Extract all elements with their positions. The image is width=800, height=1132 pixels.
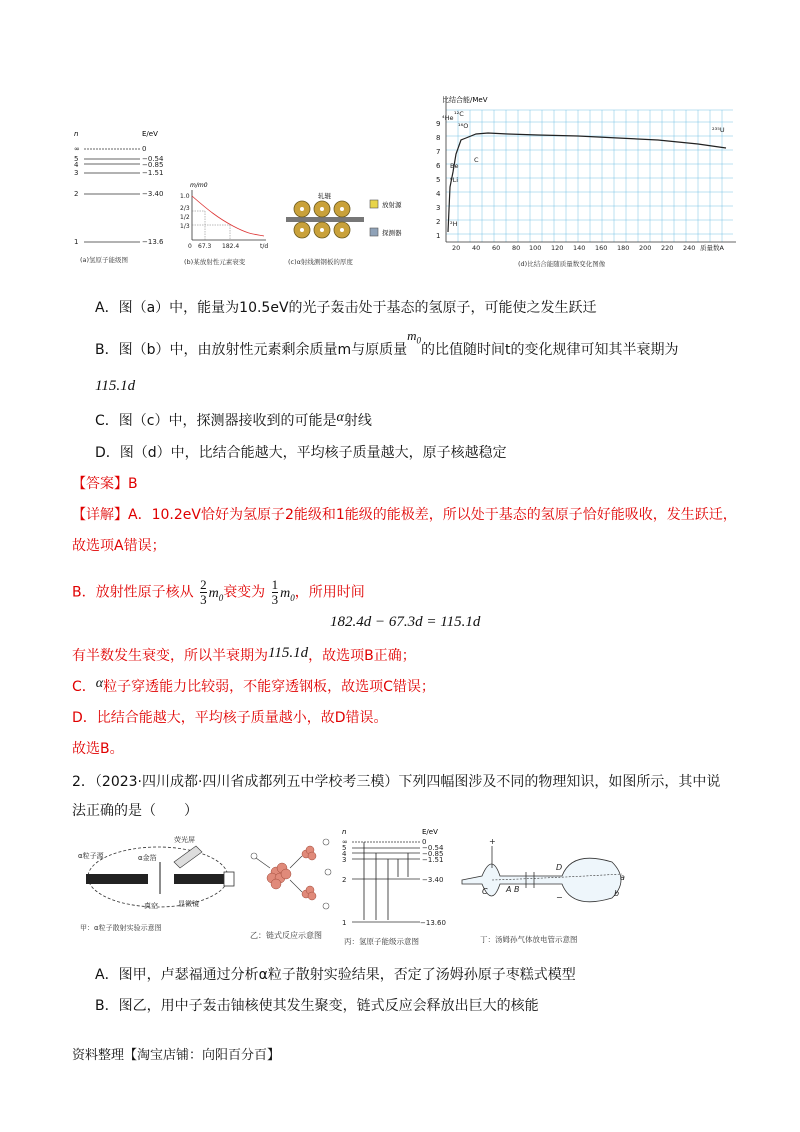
m0-symbol: $m_0$ xyxy=(208,585,224,603)
fig-d-ytick: 5 xyxy=(436,176,441,184)
fig-b-xtick: 67.3 xyxy=(198,243,212,250)
fig-b-caption: (b)某放射性元素衰变 xyxy=(184,258,246,266)
fig-b-xtick: 182.4 xyxy=(222,243,240,250)
fig-d-xtick: 20 xyxy=(452,244,461,252)
fig-a-level-n: 2 xyxy=(74,190,79,198)
bing-level-e: −3.40 xyxy=(422,876,444,884)
fig-d-xtick: 100 xyxy=(529,244,542,252)
option-q2-a: A．图甲，卢瑟福通过分析α粒子散射实验结果，否定了汤姆孙原子枣糕式模型 xyxy=(95,967,576,983)
fig-a-level-n: 5 xyxy=(74,155,79,163)
ding-label: a xyxy=(620,873,625,882)
fig-d-caption: (d)比结合能随质量数变化图像 xyxy=(518,260,606,268)
bing-level-n: 1 xyxy=(342,919,347,927)
fig-d-ytick: 7 xyxy=(436,148,441,156)
fig-d-xtick: 40 xyxy=(472,244,481,252)
fig-d-nuclide: C xyxy=(474,156,479,164)
fig-a-e-label: E/eV xyxy=(142,130,158,138)
fig-c-source-label: 放射源 xyxy=(382,201,402,209)
figure-d xyxy=(428,92,748,272)
fig-a-level-e: −0.54 xyxy=(142,155,164,163)
option-q1-b xyxy=(95,328,679,365)
option-q1-b-post: 的比值随时间t的变化规律可知其半衰期为 xyxy=(421,342,679,358)
fig-d-ytick: 8 xyxy=(436,134,441,142)
jia-label: 显微镜 xyxy=(178,900,199,908)
fig-d-xtick: 200 xyxy=(639,244,652,252)
fig-d-xtick: 180 xyxy=(617,244,630,252)
figure-a xyxy=(72,128,172,268)
half-life-value: 115.1d xyxy=(268,645,309,661)
option-q1-b-pre: B．图（b）中，由放射性元素剩余质量m与原质量 xyxy=(95,342,408,358)
figure-c xyxy=(282,190,422,270)
bing-e-label: E/eV xyxy=(422,828,438,836)
answer xyxy=(72,474,138,494)
option-q1-c: C．图（c）中，探测器接收到的可能是α射线 xyxy=(95,410,372,429)
figure-bing xyxy=(340,826,450,950)
option-q1-a: A．图（a）中，能量为10.5eV的光子轰击处于基态的氢原子，可能使之发生跃迁 xyxy=(95,300,597,316)
figure-jia xyxy=(78,832,238,942)
jia-label: α金箔 xyxy=(138,854,157,862)
option-q2-b: B．图乙，用中子轰击铀核使其发生聚变，链式反应会释放出巨大的核能 xyxy=(95,998,539,1014)
discharge-tube-diagram xyxy=(452,832,632,948)
jia-label: 荧光屏 xyxy=(174,836,195,844)
fig-c-roller-label: 轧辊 xyxy=(318,192,331,200)
fig-a-level-e: −13.6 xyxy=(142,238,164,246)
fig-d-xtick: 80 xyxy=(512,244,521,252)
fig-d-ytick: 9 xyxy=(436,120,441,128)
fig-d-nuclide: Be xyxy=(450,162,459,170)
bing-level-n: 4 xyxy=(342,850,347,858)
ding-label: − xyxy=(556,893,563,902)
jia-caption: 甲：α粒子散射实验示意图 xyxy=(80,924,162,932)
footer: 资料整理【淘宝店铺：向阳百分百】 xyxy=(72,1048,281,1063)
fig-b-y-label: m/m0 xyxy=(190,182,208,189)
fig-a-level-e: 0 xyxy=(142,145,147,153)
jia-label: 真空 xyxy=(144,902,158,910)
fig-a-level-e: −0.85 xyxy=(142,161,164,169)
chain-reaction-diagram xyxy=(246,832,336,942)
explanation-half-life: 有半数发生衰变，所以半衰期为115.1d，故选项B正确； xyxy=(72,645,416,664)
equation: 182.4d − 67.3d = 115.1d xyxy=(330,614,481,630)
decay-curve xyxy=(178,180,273,270)
fig-c-caption: (c)α射线测钢板的厚度 xyxy=(288,258,353,266)
fig-a-level-n: 3 xyxy=(74,169,79,177)
yi-caption: 乙：链式反应示意图 xyxy=(250,931,322,940)
fig-d-xtick: 220 xyxy=(661,244,674,252)
explanation-a-line1: 【详解】A．10.2eV恰好为氢原子2能级和1能级的能极差，所以处于基态的氢原子恰好能吸收，发生跃迁， xyxy=(72,507,737,523)
energy-level-diagram-bing xyxy=(340,826,450,950)
alpha-symbol: α xyxy=(336,410,344,425)
option-q1-b-m0: $m_0$ xyxy=(407,328,422,346)
ding-label: + xyxy=(489,837,496,846)
bing-level-e: −0.54 xyxy=(422,844,444,852)
ding-caption: 丁：汤姆孙气体放电管示意图 xyxy=(480,935,578,944)
fig-d-xtick: 240 xyxy=(683,244,696,252)
jia-label: α粒子源 xyxy=(78,852,104,860)
fig-a-level-e: −3.40 xyxy=(142,190,164,198)
fig-a-caption: (a)氢原子能级图 xyxy=(80,256,129,264)
fig-d-nuclide: ²³⁵U xyxy=(712,126,725,134)
ding-label: B xyxy=(514,885,520,894)
answer-label: 【答案】 xyxy=(72,476,128,492)
bing-level-e: −1.51 xyxy=(422,856,444,864)
fig-d-nuclide: ²H xyxy=(450,220,458,228)
option-q1-b-value: 115.1d xyxy=(95,378,136,394)
fig-d-xtick: 60 xyxy=(492,244,501,252)
bing-level-n: 2 xyxy=(342,876,347,884)
bing-caption: 丙：氢原子能级示意图 xyxy=(344,937,419,946)
fraction-two-thirds: $\frac{2}{3}$ xyxy=(200,577,207,607)
m0-symbol: $m_0$ xyxy=(280,585,295,603)
energy-level-diagram-a xyxy=(72,128,172,268)
alpha-symbol: α xyxy=(95,676,104,691)
fig-b-ytick: 2/3 xyxy=(180,205,190,212)
ding-label: A xyxy=(506,885,512,894)
figure-b xyxy=(178,180,273,270)
fig-a-level-n: 4 xyxy=(74,161,79,169)
explanation-b: B．放射性原子核从 $\frac{2}{3}$ $m_0$衰变为 $\frac{1}{3}$ $m_0$，所用时间 xyxy=(72,577,365,607)
bing-n-label: n xyxy=(342,828,347,836)
fig-d-ytick: 3 xyxy=(436,204,441,212)
ding-label: C xyxy=(482,887,488,896)
ding-label: b xyxy=(614,889,620,898)
fig-d-xtick: 140 xyxy=(573,244,586,252)
fig-d-ytick: 1 xyxy=(436,232,441,240)
explanation-c: C．α粒子穿透能力比较弱，不能穿透钢板，故选项C错误； xyxy=(72,676,435,695)
fig-d-nuclide: ⁶Li xyxy=(450,176,459,184)
bing-level-n: 3 xyxy=(342,856,347,864)
explanation-a-line2: 故选项A错误； xyxy=(72,538,166,554)
fig-a-n-label: n xyxy=(74,130,79,138)
figure-ding xyxy=(452,832,632,948)
fig-d-xtick: 160 xyxy=(595,244,608,252)
fig-a-level-n: ∞ xyxy=(74,145,80,153)
explanation-conclusion: 故选B。 xyxy=(72,741,124,757)
fig-b-xtick: 0 xyxy=(188,243,192,250)
bing-level-e: −0.85 xyxy=(422,850,444,858)
answer-value: B xyxy=(128,476,138,492)
bing-level-e: 0 xyxy=(422,838,427,846)
question2-line1: 2．（2023·四川成都·四川省成都列五中学校考三模）下列四幅图涉及不同的物理知识，如图所示，其中说 xyxy=(72,774,721,790)
binding-energy-chart xyxy=(428,92,748,272)
fig-d-nuclide: ¹⁶O xyxy=(458,122,469,130)
steel-measure-diagram xyxy=(282,190,422,270)
fig-b-ytick: 1/3 xyxy=(180,223,190,230)
fig-b-xlabel: t/d xyxy=(260,243,269,250)
fig-b-ytick: 1/2 xyxy=(180,214,190,221)
fig-d-ytick: 6 xyxy=(436,162,441,170)
fig-a-level-e: −1.51 xyxy=(142,169,164,177)
fig-d-nuclide: ⁴He xyxy=(442,114,454,122)
figure-yi xyxy=(246,832,336,942)
fig-c-detector-label: 探测器 xyxy=(382,229,402,237)
bing-level-e: −13.60 xyxy=(420,919,446,927)
fraction-one-third: $\frac{1}{3}$ xyxy=(271,577,279,607)
fig-d-nuclide: ¹²C xyxy=(454,110,464,118)
explanation-d: D．比结合能越大，平均核子质量越小，故D错误。 xyxy=(72,710,388,726)
bing-level-n: 5 xyxy=(342,844,347,852)
fig-d-y-label: 比结合能/MeV xyxy=(442,96,488,104)
option-q1-d: D．图（d）中，比结合能越大，平均核子质量越大，原子核越稳定 xyxy=(95,445,507,461)
fig-d-xtick: 120 xyxy=(551,244,564,252)
fig-d-ytick: 4 xyxy=(436,190,441,198)
fig-a-level-n: 1 xyxy=(74,238,79,246)
ding-label: D xyxy=(556,863,563,872)
question2-line2: 法正确的是（ ） xyxy=(72,803,198,819)
fig-d-xlabel: 质量数A xyxy=(700,244,724,252)
bing-level-n: ∞ xyxy=(342,838,348,846)
fig-b-ytick: 1.0 xyxy=(180,193,190,200)
fig-d-ytick: 2 xyxy=(436,218,441,226)
alpha-scattering-diagram xyxy=(78,832,238,942)
